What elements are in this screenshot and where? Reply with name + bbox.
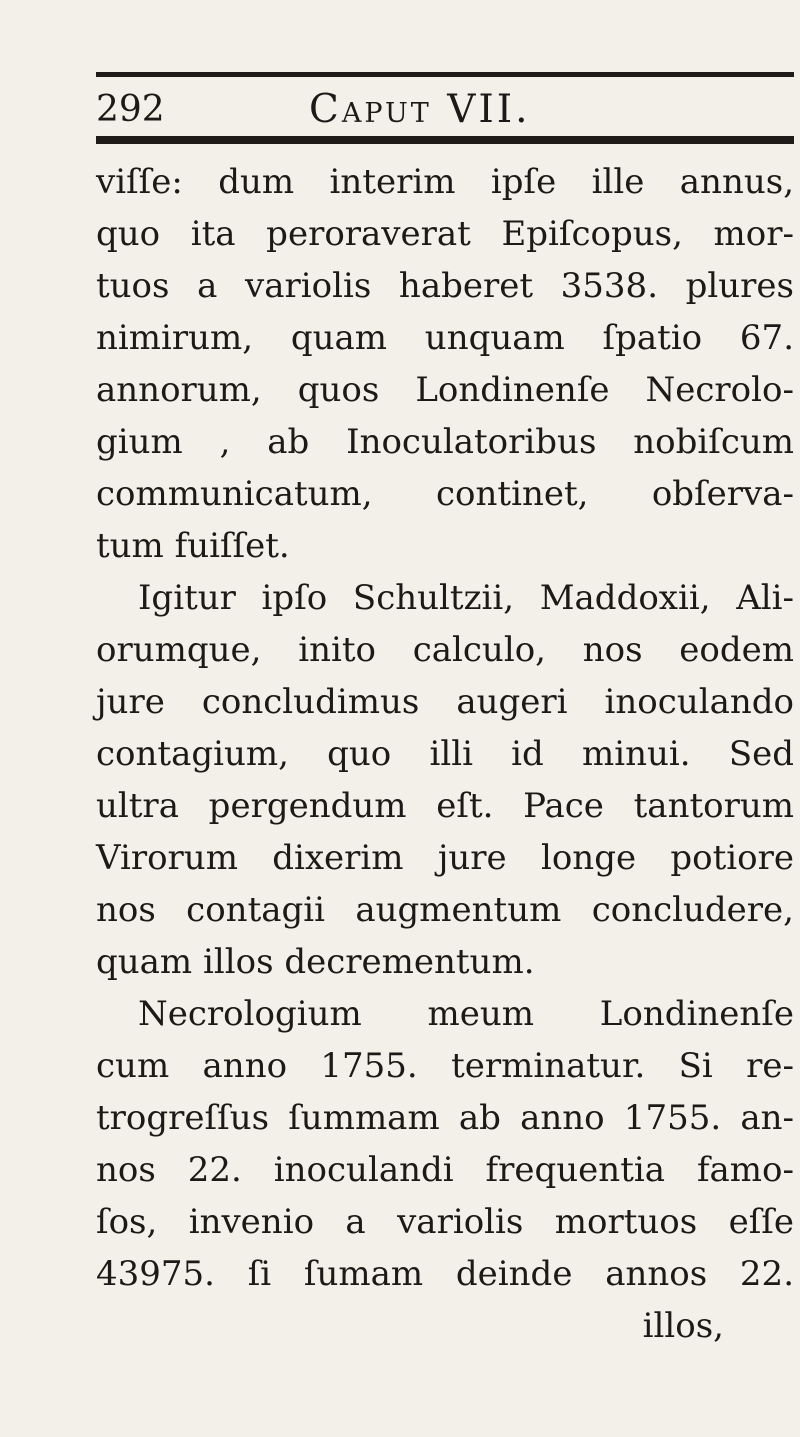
running-head <box>96 84 794 136</box>
page-number: 292 <box>96 89 165 130</box>
text-line-8: tum fuiſſet. <box>96 526 290 566</box>
text-line-9: Igitur ipſo Schultzii, Maddoxii, Ali- <box>138 578 794 618</box>
text-line-1: viſſe: dum interim ipſe ille annus, <box>96 162 794 202</box>
text-line-6: gium , ab Inoculatoribus nobiſcum <box>96 422 794 462</box>
text-line-14: Virorum dixerim jure longe potiore <box>96 838 794 878</box>
text-line-20: nos 22. inoculandi frequentia famo- <box>96 1150 794 1190</box>
text-line-5: annorum, quos Londinenſe Necrolo- <box>96 370 794 410</box>
text-line-12: contagium, quo illi id minui. Sed <box>96 734 794 774</box>
text-line-17: Necrologium meum Londinenſe <box>138 994 794 1034</box>
text-line-3: tuos a variolis haberet 3538. plures <box>96 266 794 306</box>
text-line-15: nos contagii augmentum concludere, <box>96 890 794 930</box>
body-text <box>96 156 794 1352</box>
text-line-16: quam illos decrementum. <box>96 942 535 982</box>
header-rule-top <box>96 72 794 77</box>
text-line-2: quo ita peroraverat Epiſcopus, mor- <box>96 214 794 254</box>
text-line-22: 43975. ſi ſumam deinde annos 22. <box>96 1254 794 1294</box>
text-line-11: jure concludimus augeri inoculando <box>96 682 794 722</box>
text-line-13: ultra pergendum eſt. Pace tantorum <box>96 786 794 826</box>
catchword: illos, <box>642 1306 724 1346</box>
text-line-18: cum anno 1755. terminatur. Si re- <box>96 1046 794 1086</box>
text-line-21: ſos, invenio a variolis mortuos eſſe <box>96 1202 794 1242</box>
text-line-7: communicatum, continet, obſerva- <box>96 474 794 514</box>
text-line-10: orumque, inito calculo, nos eodem <box>96 630 794 670</box>
header-rule-bottom <box>96 136 794 144</box>
text-line-4: nimirum, quam unquam ſpatio 67. <box>96 318 794 358</box>
text-line-19: trogreſſus ſummam ab anno 1755. an- <box>96 1098 794 1138</box>
chapter-title: Caput VII. <box>309 87 531 132</box>
